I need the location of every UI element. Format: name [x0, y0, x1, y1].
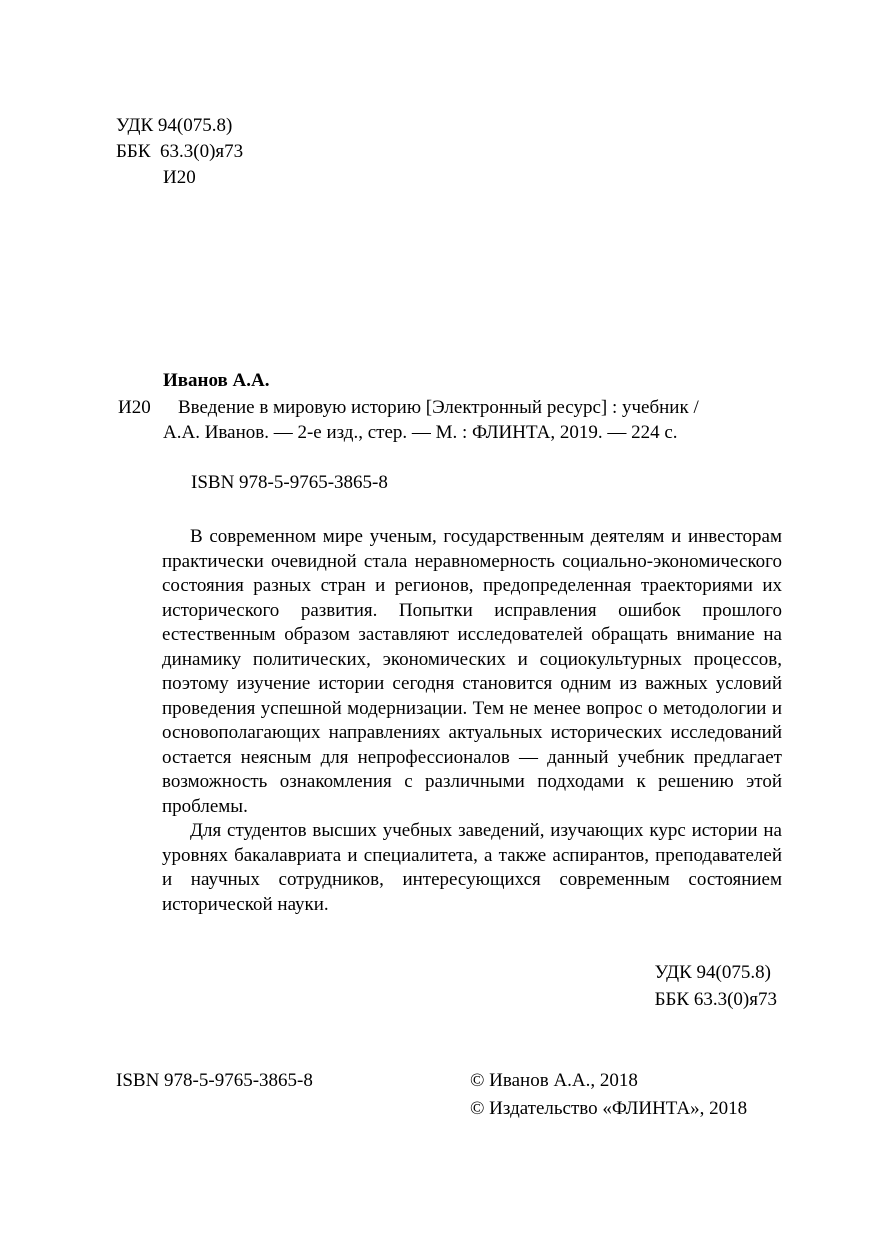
author-name: Иванов А.А.	[163, 370, 270, 391]
copyright-author: © Иванов А.А., 2018	[470, 1070, 638, 1091]
bbk-code-bottom: ББК 63.3(0)я73	[654, 989, 777, 1010]
bbk-code-top: ББК 63.3(0)я73	[116, 141, 244, 162]
copyright-publisher: © Издательство «ФЛИНТА», 2018	[470, 1098, 748, 1119]
author-mark: И20	[118, 397, 151, 418]
classification-bottom	[655, 961, 777, 1012]
isbn-record: ISBN 978-5-9765-3865-8	[191, 472, 388, 493]
udk-code-top: УДК 94(075.8)	[116, 115, 233, 136]
title-line-1: Введение в мировую историю [Электронный ресурс] : учебник /	[178, 397, 699, 418]
author-mark-top: И20	[163, 167, 196, 188]
annotation-paragraph-2: Для студентов высших учебных заведений, изучающих курс истории на уровнях бакалавриата и специалитета, а также аспирантов, преподавателей и научных сотрудников, интересующихся современным состоянием исторической науки.	[162, 820, 782, 915]
annotation-paragraph-1: В современном мире ученым, государственным деятелям и инвесторам практически очевидной стала неравномерность социально-экономического состояния разных стран и регионов, предопределенная траекториями их исторического развития. Попытки исправления ошибок прошлого естественным образом заставляют исследователей обращать внимание на динамику политических, экономических и социокультурных процессов, поэтому изучение истории сегодня становится одним из важных условий проведения успешной модернизации. Тем не менее вопрос о методологии и основополагающих направлениях актуальных исторических исследований остается неясным для непрофессионалов — данный учебник предлагает возможность ознакомления с различными подходами к решению этой проблемы.	[162, 526, 782, 817]
annotation	[162, 525, 782, 917]
title-line-2: А.А. Иванов. — 2-е изд., стер. — М. : ФЛИНТА, 2019. — 224 с.	[163, 422, 678, 443]
isbn-footer: ISBN 978-5-9765-3865-8	[116, 1070, 313, 1091]
udk-code-bottom: УДК 94(075.8)	[654, 962, 771, 983]
